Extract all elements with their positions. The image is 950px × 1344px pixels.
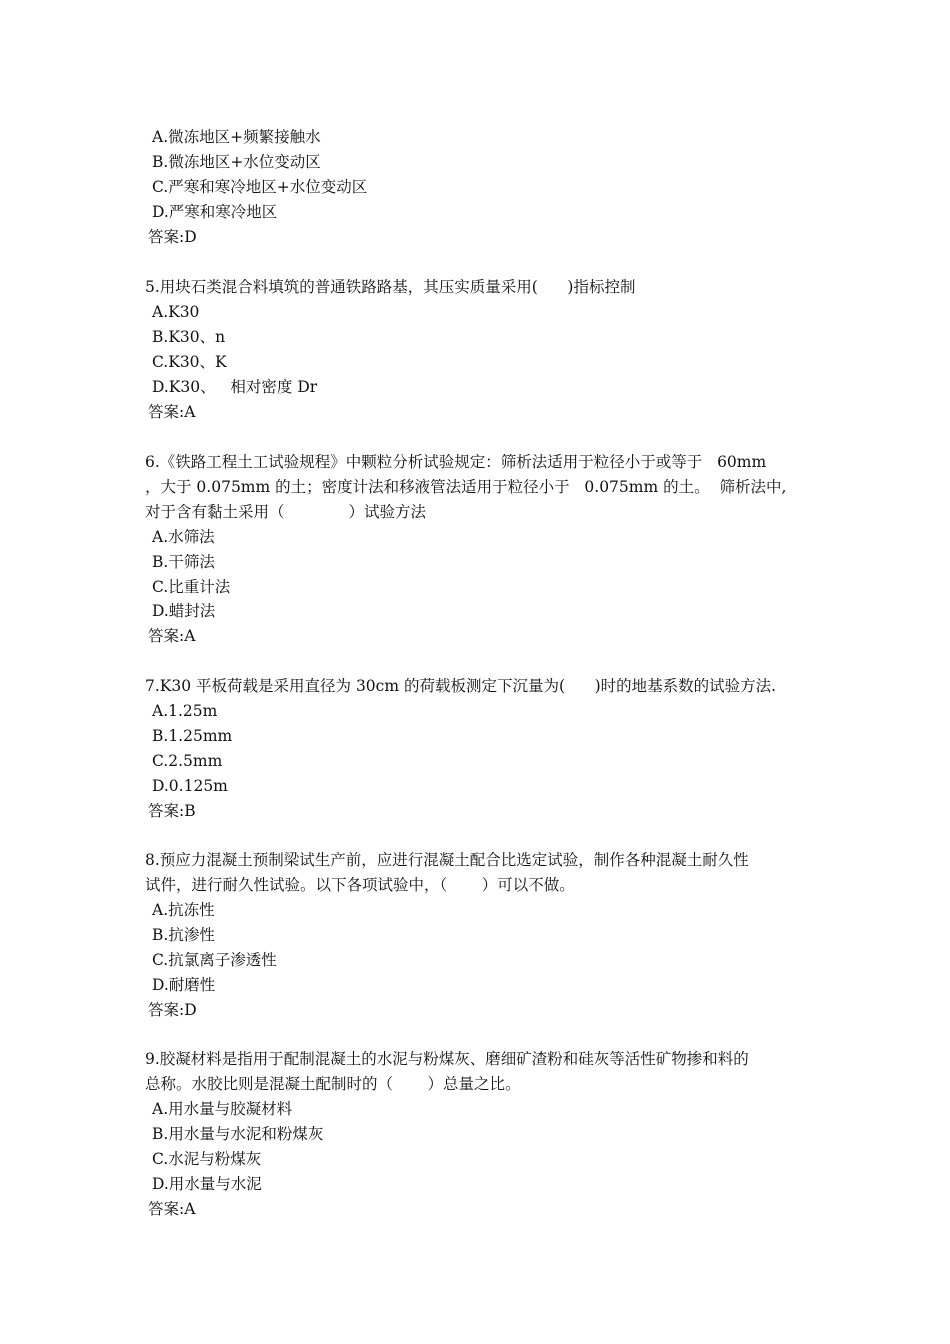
question-6-text: 对于含有黏土采用（ ）试验方法 — [145, 503, 427, 521]
option-b: B.抗渗性 — [152, 926, 215, 944]
option-a: A.抗冻性 — [152, 901, 215, 919]
question-9-text: 9.胶凝材料是指用于配制混凝土的水泥与粉煤灰、磨细矿渣粉和硅灰等活性矿物掺和料的 — [145, 1050, 749, 1068]
question-8-text: 试件，进行耐久性试验。以下各项试验中，（ ）可以不做。 — [145, 876, 575, 894]
option-a: A.1.25m — [152, 702, 218, 720]
option-a: A.用水量与胶凝材料 — [152, 1100, 293, 1118]
answer: 答案:B — [148, 802, 196, 820]
option-b: B.用水量与水泥和粉煤灰 — [152, 1125, 324, 1143]
option-c: C.K30、K — [152, 353, 227, 371]
option-d: D.K30、 相对密度 Dr — [152, 378, 318, 396]
question-6-text: ，大于 0.075mm 的土；密度计法和移液管法适用于粒径小于 0.075mm 的土。 筛析法中, — [145, 478, 787, 496]
option-c: C.比重计法 — [152, 578, 231, 596]
answer: 答案:A — [148, 1200, 196, 1218]
question-7-text: 7.K30 平板荷载是采用直径为 30cm 的荷载板测定下沉量为( )时的地基系数的试验方法. — [145, 677, 777, 695]
option-b: B.干筛法 — [152, 553, 215, 571]
option-c: C.2.5mm — [152, 752, 223, 770]
option-b: B.K30、n — [152, 328, 226, 346]
option-b: B.微冻地区+水位变动区 — [152, 153, 321, 171]
question-9-text: 总称。水胶比则是混凝土配制时的（ ）总量之比。 — [145, 1075, 521, 1093]
question-6-text: 6.《铁路工程土工试验规程》中颗粒分析试验规定：筛析法适用于粒径小于或等于 60mm — [145, 453, 767, 471]
answer: 答案:A — [148, 627, 196, 645]
option-d: D.耐磨性 — [152, 976, 216, 994]
question-8-text: 8.预应力混凝土预制梁试生产前，应进行混凝土配合比选定试验，制作各种混凝土耐久性 — [145, 851, 749, 869]
answer: 答案:D — [148, 228, 197, 246]
answer: 答案:A — [148, 403, 196, 421]
option-a: A.微冻地区+频繁接触水 — [152, 128, 321, 146]
option-c: C.水泥与粉煤灰 — [152, 1150, 262, 1168]
option-c: C.抗氯离子渗透性 — [152, 951, 277, 969]
option-d: D.严寒和寒冷地区 — [152, 203, 278, 221]
answer: 答案:D — [148, 1001, 197, 1019]
question-5-text: 5.用块石类混合料填筑的普通铁路路基，其压实质量采用( )指标控制 — [145, 278, 636, 296]
option-d: D.蜡封法 — [152, 602, 216, 620]
option-a: A.水筛法 — [152, 528, 215, 546]
option-b: B.1.25mm — [152, 727, 233, 745]
option-d: D.用水量与水泥 — [152, 1175, 262, 1193]
option-d: D.0.125m — [152, 777, 228, 795]
option-a: A.K30 — [152, 303, 200, 321]
option-c: C.严寒和寒冷地区+水位变动区 — [152, 178, 368, 196]
